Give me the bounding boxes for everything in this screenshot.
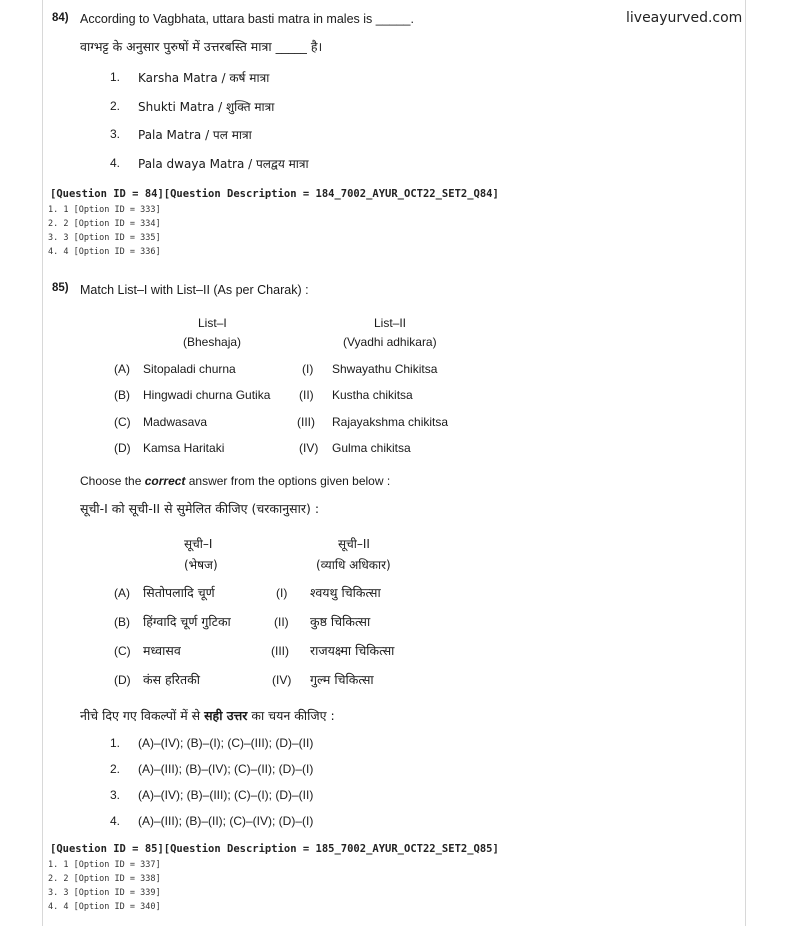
row-label: (C) xyxy=(114,415,131,429)
row-label: (B) xyxy=(114,388,130,402)
question-number: 84) xyxy=(52,12,69,24)
option-id: 3. 3 [Option ID = 335] xyxy=(48,233,161,243)
choose-instruction xyxy=(80,474,390,488)
hindi-list1-title: सूची–I xyxy=(184,537,213,551)
hindi-list2-item: कुष्ठ चिकित्सा xyxy=(310,614,371,629)
hindi-list2-title: सूची–II xyxy=(338,537,370,551)
option-text: Karsha Matra / कर्ष मात्रा xyxy=(138,71,270,85)
choose-text: Choose the xyxy=(80,474,145,488)
option-text: (A)–(III); (B)–(IV); (C)–(II); (D)–(I) xyxy=(138,762,314,776)
hindi-list2-item: श्वयथु चिकित्सा xyxy=(310,585,381,600)
row-numeral: (IV) xyxy=(299,441,319,455)
row-numeral: (I) xyxy=(302,362,314,376)
option-number: 1. xyxy=(110,736,121,750)
question-meta: [Question ID = 84][Question Description = 184_7002_AYUR_OCT22_SET2_Q84] xyxy=(50,188,499,200)
list1-subtitle: (Bheshaja) xyxy=(183,335,242,349)
hindi-list1-item: हिंग्वादि चूर्ण गुटिका xyxy=(143,614,231,629)
option-text: (A)–(IV); (B)–(III); (C)–(I); (D)–(II) xyxy=(138,788,314,802)
question-meta: [Question ID = 85][Question Description = 185_7002_AYUR_OCT22_SET2_Q85] xyxy=(50,843,499,855)
list2-item: Gulma chikitsa xyxy=(332,441,411,455)
option-text: (A)–(IV); (B)–(I); (C)–(III); (D)–(II) xyxy=(138,736,314,750)
row-numeral: (II) xyxy=(274,615,289,629)
hindi-list2-subtitle: (व्याधि अधिकार) xyxy=(316,558,391,572)
option-text: Pala Matra / पल मात्रा xyxy=(138,128,252,142)
hindi-list1-item: मध्वासव xyxy=(143,643,181,658)
row-label: (D) xyxy=(114,441,131,455)
question-text-hindi: सूची-I को सूची-II से सुमेलित कीजिए (चरकानुसार) : xyxy=(80,501,320,516)
question-number: 85) xyxy=(52,282,69,294)
row-numeral: (I) xyxy=(276,586,288,600)
option-text: Pala dwaya Matra / पलद्वय मात्रा xyxy=(138,157,309,171)
option-text: Shukti Matra / शुक्ति मात्रा xyxy=(138,100,275,114)
row-numeral: (IV) xyxy=(272,673,292,687)
hindi-choose-instruction xyxy=(80,707,335,724)
list2-title: List–II xyxy=(374,316,407,330)
option-number: 1. xyxy=(110,70,121,84)
option-number: 2. xyxy=(110,762,121,776)
option-id: 4. 4 [Option ID = 340] xyxy=(48,902,161,912)
question-text: Match List–I with List–II (As per Charak) : xyxy=(80,283,309,297)
choose-emphasis: correct xyxy=(144,474,186,488)
hindi-list2-item: राजयक्ष्मा चिकित्सा xyxy=(310,643,395,658)
row-label: (C) xyxy=(114,644,131,658)
list2-item: Kustha chikitsa xyxy=(332,388,413,402)
row-label: (D) xyxy=(114,673,131,687)
option-id: 2. 2 [Option ID = 334] xyxy=(48,219,161,229)
list2-subtitle: (Vyadhi adhikara) xyxy=(343,335,437,349)
list1-item: Hingwadi churna Gutika xyxy=(143,388,271,402)
option-id: 1. 1 [Option ID = 337] xyxy=(48,860,161,870)
option-id: 3. 3 [Option ID = 339] xyxy=(48,888,161,898)
list2-item: Shwayathu Chikitsa xyxy=(332,362,438,376)
row-numeral: (III) xyxy=(271,644,289,658)
hindi-choose-text: नीचे दिए गए विकल्पों में से xyxy=(80,708,205,723)
row-label: (B) xyxy=(114,615,130,629)
row-numeral: (III) xyxy=(297,415,315,429)
question-text-hindi: वाग्भट्ट के अनुसार पुरुषों में उत्तरबस्ति मात्रा _____ है। xyxy=(80,39,323,54)
option-number: 4. xyxy=(110,156,121,170)
watermark: liveayurved.com xyxy=(626,10,743,26)
list1-item: Sitopaladi churna xyxy=(143,362,236,376)
option-text: (A)–(III); (B)–(II); (C)–(IV); (D)–(I) xyxy=(138,814,314,828)
hindi-list1-item: कंस हरितकी xyxy=(143,672,200,687)
option-id: 4. 4 [Option ID = 336] xyxy=(48,247,161,257)
hindi-choose-emphasis: सही उत्तर xyxy=(204,708,248,723)
row-numeral: (II) xyxy=(299,388,314,402)
list2-item: Rajayakshma chikitsa xyxy=(332,415,449,429)
question-text: According to Vagbhata, uttara basti matra in males is _____. xyxy=(80,12,414,26)
list1-item: Kamsa Haritaki xyxy=(143,441,225,455)
row-label: (A) xyxy=(114,586,130,600)
choose-text: answer from the options given below : xyxy=(185,474,391,488)
hindi-list1-item: सितोपलादि चूर्ण xyxy=(143,585,215,600)
option-number: 2. xyxy=(110,99,121,113)
list1-item: Madwasava xyxy=(143,415,208,429)
row-label: (A) xyxy=(114,362,130,376)
list1-title: List–I xyxy=(198,316,227,330)
option-id: 1. 1 [Option ID = 333] xyxy=(48,205,161,215)
option-number: 3. xyxy=(110,127,121,141)
hindi-choose-text: का चयन कीजिए : xyxy=(247,708,335,723)
option-number: 3. xyxy=(110,788,121,802)
hindi-list2-item: गुल्म चिकित्सा xyxy=(310,672,374,687)
option-number: 4. xyxy=(110,814,121,828)
option-id: 2. 2 [Option ID = 338] xyxy=(48,874,161,884)
hindi-list1-subtitle: (भेषज) xyxy=(184,558,218,572)
